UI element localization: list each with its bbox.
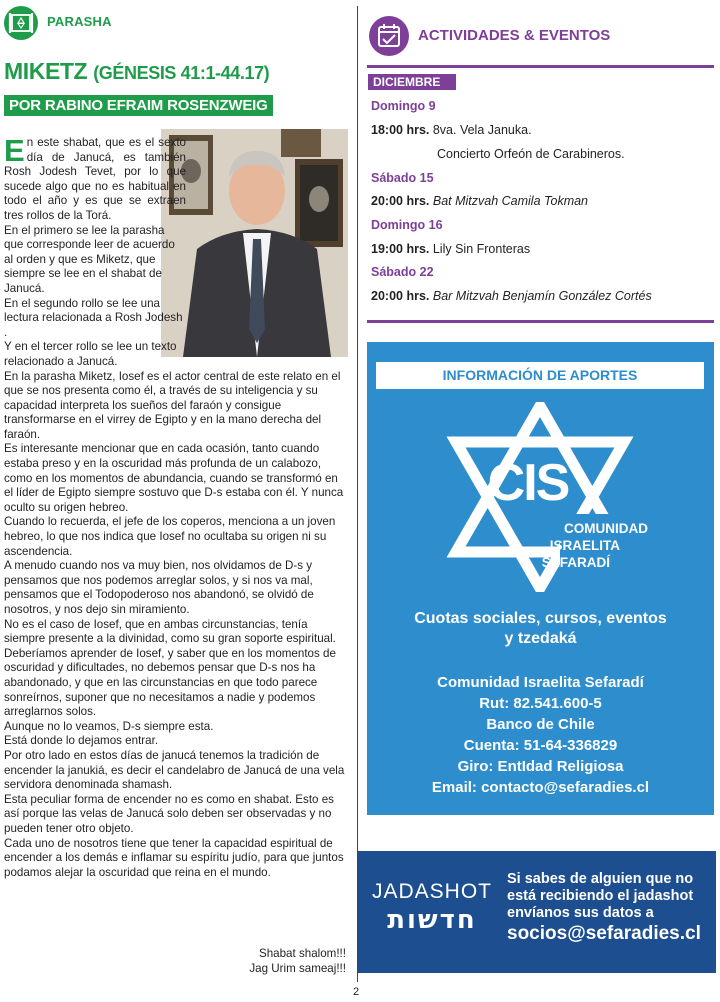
article-title — [4, 58, 269, 85]
events-bottom-rule — [367, 320, 714, 323]
column-divider — [357, 6, 358, 982]
cis-logo — [420, 402, 660, 592]
jadashot-logo — [372, 880, 492, 936]
article-body — [4, 133, 348, 880]
event-day: Sábado 15 — [371, 171, 434, 185]
jadashot-message: Si sabes de alguien que no está recibiendo el jadashot envíanos sus datos a socios@sefaradies.cl — [507, 871, 712, 946]
paragraph: Y en el tercer rollo se lee un texto relacionado a Janucá. — [4, 340, 177, 368]
events-top-rule — [367, 65, 714, 68]
jadashot-email[interactable]: socios@sefaradies.cl — [507, 923, 701, 944]
event-entry: 18:00 hrs. 8va. Vela Januka. — [371, 123, 532, 137]
paragraph: No es el caso de Iosef, que en ambas circunstancias, tenía siempre presente a la divinidad, como su gran soporte espiritual. — [4, 617, 336, 646]
paragraph: En la parasha Miketz, Iosef es el actor central de este relato en el que se nos presenta como él, a través de su inteligencia y su capacidad interpreta los sueños del faraón y consigue transformarse en el virrey de Egipto y en la mano derecha del faraón. — [4, 369, 341, 441]
drop-cap: E — [4, 133, 25, 168]
torah-scroll-icon — [4, 6, 38, 40]
logo-caption: ISRAELITA — [549, 538, 620, 553]
event-day: Sábado 22 — [371, 265, 434, 279]
paragraph: En el primero se lee la parasha que corresponde leer de acuerdo al orden y que es Miketz, que siempre se lee en el shabat de Janucá. — [4, 223, 175, 295]
calendar-check-icon — [369, 16, 409, 56]
jadashot-hebrew: חדשות — [387, 905, 477, 935]
events-title: ACTIVIDADES & EVENTOS — [418, 27, 611, 44]
paragraph: Deberíamos aprender de Iosef, y saber que en los momentos de oscuridad y dificultades, no debemos pensar que D-s nos ha abandonado, y que en las circunstancias en que todo parece sonreírnos, suponer que no necesitamos a nadie y podemos arreglarnos solos. — [4, 646, 336, 719]
title-reference: (GÉNESIS 41:1-44.17) — [93, 63, 270, 83]
donation-line: Comunidad Israelita Sefaradí — [437, 674, 644, 691]
paragraph: Cada uno de nosotros tiene que tener la capacidad espiritual de encender a los demás e inflamar su espíritu judío, para que juntos podamos alejar la oscuridad que reina en el mundo. — [4, 836, 344, 879]
closing-greeting: Shabat shalom!!! Jag Urim sameaj!!! — [249, 947, 346, 975]
event-day: Domingo 16 — [371, 218, 443, 232]
donation-line: Cuenta: 51-64-336829 — [463, 737, 618, 754]
event-entry: 20:00 hrs. Bar Mitzvah Benjamín González Cortés — [371, 289, 652, 303]
event-entry: 20:00 hrs. Bat Mitzvah Camila Tokman — [371, 194, 589, 208]
title-main: MIKETZ — [4, 58, 88, 84]
page-number: 2 — [353, 986, 360, 998]
event-entry: 19:00 hrs. Lily Sin Fronteras — [371, 242, 531, 256]
month-label: DICIEMBRE — [368, 74, 456, 90]
author-byline: POR RABINO EFRAIM ROSENZWEIG — [4, 95, 273, 116]
donation-line: Giro: EntIdad Religiosa — [457, 758, 624, 775]
article-intro: En este shabat, que es el sexto día de Janucá, es también Rosh Jodesh Tevet, por lo que sucede algo que no es habitual en todo el año y es que se extraen tres rollos de la Torá. — [4, 133, 186, 222]
donations-header: INFORMACIÓN DE APORTES — [376, 362, 704, 389]
logo-caption: COMUNIDAD — [564, 521, 648, 536]
paragraph: Aunque no lo veamos, D-s siempre esta. — [4, 719, 214, 733]
paragraph: Esta peculiar forma de encender no es como en shabat. Esto es así porque las velas de Janucá solo deben ser observadas y no pueden tener otro objeto. — [4, 792, 334, 835]
jadashot-name: JADASHOT — [372, 880, 493, 903]
paragraph: A menudo cuando nos va muy bien, nos olvidamos de D-s y pensamos que nos podemos arreglar solos, y si nos va mal, pensamos que el Todopoderoso nos abandonó, se olvidó de nosotros, y nos dejo sin miramiento. — [4, 559, 314, 616]
donations-details — [367, 672, 714, 798]
event-day: Domingo 9 — [371, 99, 436, 113]
logo-text: CIS — [487, 454, 569, 512]
donations-subtitle: Cuotas sociales, cursos, eventos y tzedaká — [414, 610, 667, 647]
section-label: PARASHA — [47, 14, 112, 29]
paragraph: Es interesante mencionar que en cada ocasión, tanto cuando estaba preso y en la oscuridad más profunda de un calabozo, como en los momentos de abundancia, cuando se transformó en el líder de Egipto siempre sostuvo que D-s estaba con él. Y nunca oculto su origen hebreo. — [4, 442, 344, 514]
event-entry-cont: Concierto Orfeón de Carabineros. — [437, 147, 625, 161]
donation-line: Rut: 82.541.600-5 — [479, 695, 602, 712]
donation-line: Banco de Chile — [486, 716, 595, 733]
paragraph: En el segundo rollo se lee una lectura relacionada a Rosh Jodesh . — [4, 296, 183, 339]
paragraph: Por otro lado en estos días de janucá tenemos la tradición de encender la janukiá, es decir el candelabro de Janucá de una vela servidora denominada shamash. — [4, 748, 345, 792]
paragraph: Cuando lo recuerda, el jefe de los coperos, menciona a un joven hebreo, lo que nos indica que Iosef no ocultaba su origen ni su ascendencia. — [4, 515, 336, 558]
paragraph: Está donde lo dejamos entrar. — [4, 734, 159, 748]
donation-email[interactable]: Email: contacto@sefaradies.cl — [431, 779, 650, 796]
logo-caption: SEFARADÍ — [541, 555, 610, 570]
